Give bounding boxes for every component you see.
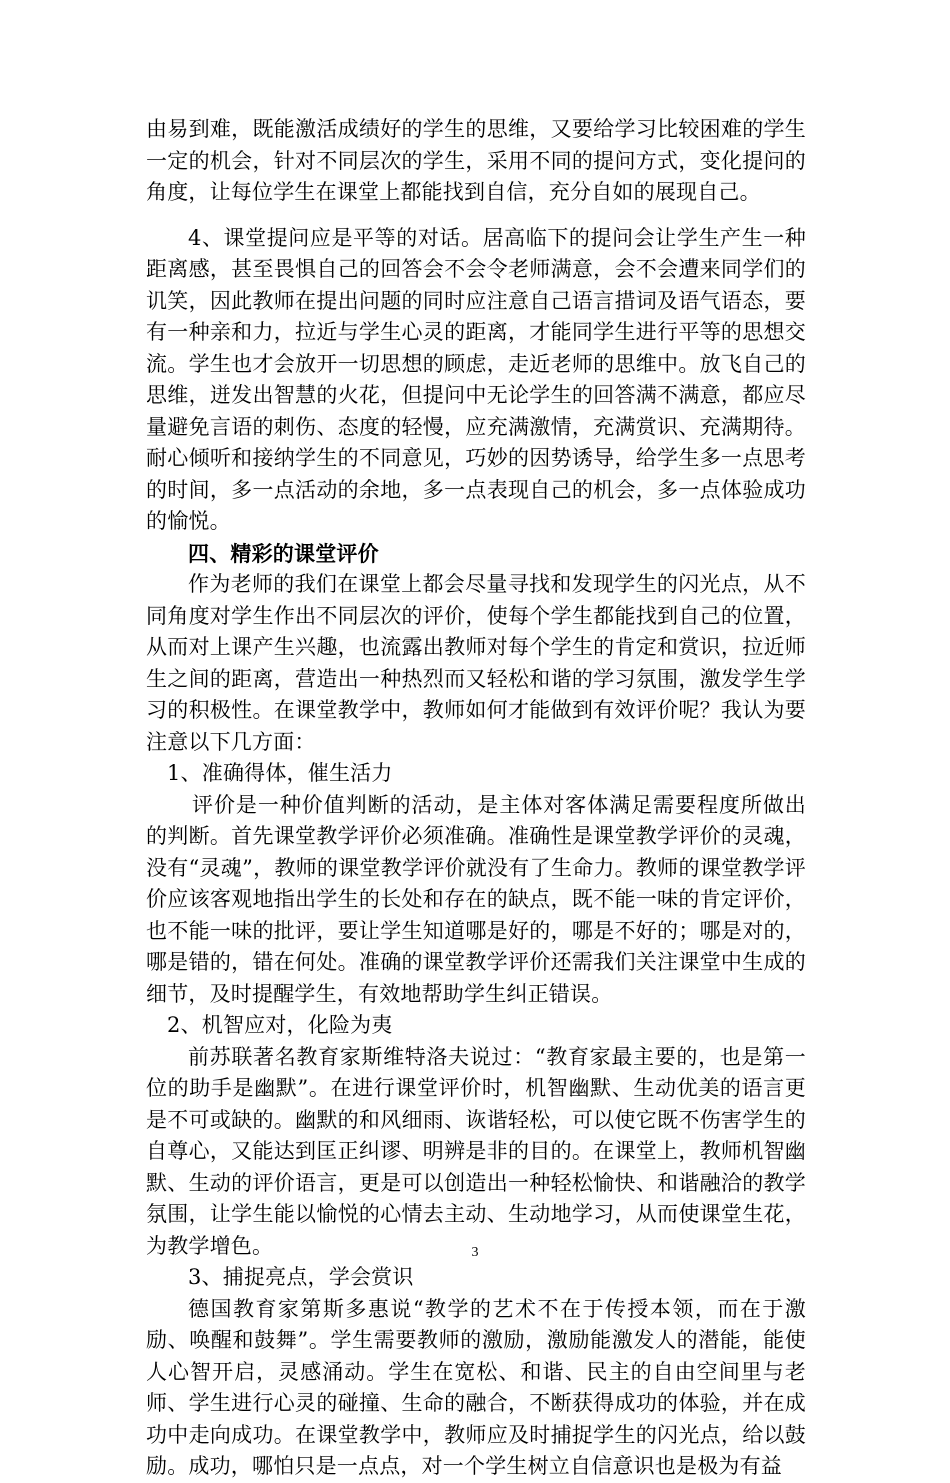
- page-number: 3: [471, 1245, 479, 1260]
- paragraph-point-4: 4、课堂提问应是平等的对话。居高临下的提问会让学生产生一种距离感，甚至畏惧自己的回答会不会令老师满意，会不会遭来同学们的讥笑，因此教师在提出问题的同时应注意自己语言措词及语气语态，要有一种亲和力，拉近与学生心灵的距离，才能同学生进行平等的思想交流。学生也才会放开一切思想的顾虑，走近老师的思维中。放飞自己的思维，迸发出智慧的火花，但提问中无论学生的回答满不满意，都应尽量避免言语的刺伤、态度的轻慢，应充满激情，充满赏识、充满期待。耐心倾听和接纳学生的不同意见，巧妙的因势诱导，给学生多一点思考的时间，多一点活动的余地，多一点表现自己的机会，多一点体验成功的愉悦。: [146, 225, 806, 533]
- subheading-1: 1、准确得体，催生活力: [167, 761, 393, 785]
- paragraph-subpoint-2: 前苏联著名教育家斯维特洛夫说过：“教育家最主要的，也是第一位的助手是幽默”。在进行课堂评价时，机智幽默、生动优美的语言更是不可或缺的。幽默的和风细雨、诙谐轻松，可以使它既不伤害学生的自尊心，又能达到匡正纠谬、明辨是非的目的。在课堂上，教师机智幽默、生动的评价语言，更是可以创造出一种轻松愉快、和谐融洽的教学氛围，让学生能以愉悦的心情去主动、生动地学习，从而使课堂生花，为教学增色。: [146, 1044, 806, 1258]
- paragraph-evaluation-intro: 作为老师的我们在课堂上都会尽量寻找和发现学生的闪光点，从不同角度对学生作出不同层次的评价，使每个学生都能找到自己的位置，从而对上课产生兴趣，也流露出教师对每个学生的肯定和赏识，拉近师生之间的距离，营造出一种热烈而又轻松和谐的学习氛围，激发学生学习的积极性。在课堂教学中，教师如何才能做到有效评价呢？我认为要注意以下几方面：: [146, 572, 806, 754]
- paragraph-continued: 由易到难，既能激活成绩好的学生的思维，又要给学习比较困难的学生一定的机会，针对不同层次的学生，采用不同的提问方式，变化提问的角度，让每位学生在课堂上都能找到自信，充分自如的展现自己。: [146, 117, 806, 204]
- subheading-2: 2、机智应对，化险为夷: [167, 1013, 393, 1037]
- paragraph-subpoint-1: 评价是一种价值判断的活动，是主体对客体满足需要程度所做出的判断。首先课堂教学评价必须准确。准确性是课堂教学评价的灵魂，没有“灵魂”，教师的课堂教学评价就没有了生命力。教师的课堂教学评价应该客观地指出学生的长处和存在的缺点，既不能一味的肯定评价，也不能一味的批评，要让学生知道哪是好的，哪是不好的；哪是对的，哪是错的，错在何处。准确的课堂教学评价还需我们关注课堂中生成的细节，及时提醒学生，有效地帮助学生纠正错误。: [146, 792, 806, 1006]
- section-heading-4: 四、精彩的课堂评价: [188, 540, 379, 566]
- document-body: [146, 114, 806, 1483]
- subheading-3: 3、捕捉亮点，学会赏识: [188, 1265, 414, 1289]
- paragraph-subpoint-3: 德国教育家第斯多惠说“教学的艺术不在于传授本领，而在于激励、唤醒和鼓舞”。学生需要教师的激励，激励能激发人的潜能，能使人心智开启，灵感涌动。学生在宽松、和谐、民主的自由空间里与老师、学生进行心灵的碰撞、生命的融合，不断获得成功的体验，并在成功中走向成功。在课堂教学中，教师应及时捕捉学生的闪光点，给以鼓励。成功，哪怕只是一点点，对一个学生树立自信意识也是极为有益: [146, 1296, 806, 1478]
